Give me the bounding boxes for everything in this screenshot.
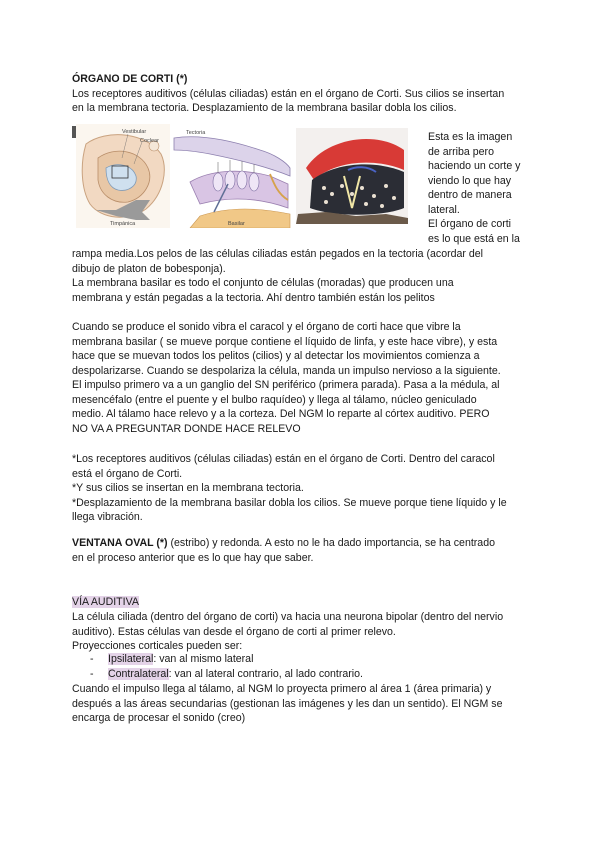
- paragraph-line: membrana y están pegadas a la tectoria. Ahí dentro también están los pelitos: [72, 291, 435, 304]
- list-term: Ipsilateral: [108, 653, 154, 665]
- via-line: La célula ciliada (dentro del órgano de corti) va hacia una neurona bipolar (dentro del nervio: [72, 611, 504, 623]
- summary-line: *Y sus cilios se insertan en la membrana tectoria.: [72, 482, 304, 494]
- paragraph-line: dibujo de platon de bobesponja).: [72, 262, 226, 275]
- list-text: : van al lateral contrario, al lado contrario.: [168, 667, 363, 680]
- fig2-label-tectoria: Tectoria: [186, 130, 206, 136]
- side-note-line: de arriba pero: [428, 145, 494, 158]
- side-note-line: Esta es la imagen: [428, 131, 513, 143]
- intro-line: Los receptores auditivos (células ciliadas) están en el órgano de Corti. Sus cilios se insertan: [72, 87, 505, 100]
- via-line: auditivo). Estas células van desde el órgano de corti al primer relevo.: [72, 625, 396, 638]
- section-heading: ÓRGANO DE CORTI (*): [72, 73, 188, 85]
- summary-line: está el órgano de Corti.: [72, 467, 183, 480]
- via-line: Cuando el impulso llega al tálamo, al NGM lo proyecta primero al área 1 (área primaria) y: [72, 683, 492, 695]
- list-text: : van al mismo lateral: [153, 653, 254, 665]
- via-line: encarga de procesar el sonido (creo): [72, 712, 246, 724]
- paragraph-line: NO VA A PREGUNTAR DONDE HACE RELEVO: [72, 422, 301, 435]
- paragraph-line: La membrana basilar es todo el conjunto de células (moradas) que producen una: [72, 277, 454, 289]
- paragraph-line: medio. Al tálamo hace relevo y a la corteza. Del NGM lo reparte al córtex auditivo. PERO: [72, 408, 490, 420]
- organ-of-corti-figure: [170, 124, 292, 228]
- fig1-label-coclear: Coclear: [140, 138, 159, 144]
- summary-line: llega vibración.: [72, 511, 143, 523]
- ventana-line: [72, 536, 530, 551]
- paragraph-line: Cuando se produce el sonido vibra el caracol y el órgano de corti hace que vibre la: [72, 321, 461, 333]
- paragraph-line: El impulso primero va a un ganglio del SN periférico (primera parada). Pasa a la médula, al: [72, 379, 500, 391]
- paragraph-line: hace que se muevan todos los pelitos (cilios) y al detectar los movimientos comienza a: [72, 350, 480, 362]
- summary-line: *Los receptores auditivos (células ciliadas) están en el órgano de Corti. Dentro del caracol: [72, 453, 495, 465]
- fig2-label-basilar: Basilar: [228, 221, 245, 227]
- paragraph-line: despolarizarse. Cuando se despolariza la célula, manda un impulso nervioso a la siguiente.: [72, 364, 501, 377]
- via-heading-text: VÍA AUDITIVA: [72, 596, 139, 608]
- side-note-line: es lo que está en la: [428, 232, 520, 245]
- side-note-line: haciendo un corte y: [428, 160, 521, 172]
- fig1-label-timpanica: Timpánica: [110, 221, 136, 227]
- ventana-line: en el proceso anterior que es lo que hay que saber.: [72, 551, 314, 564]
- side-note-line: El órgano de corti: [428, 218, 512, 230]
- figure-row: [72, 124, 428, 232]
- ventana-text: (estribo) y redonda. A esto no le ha dado importancia, se ha centrado: [167, 537, 495, 549]
- list-dash: -: [90, 667, 94, 680]
- list-term: Contralateral: [108, 667, 169, 680]
- side-note-line: viendo lo que hay: [428, 174, 512, 187]
- side-note-line: dentro de manera: [428, 189, 512, 201]
- ventana-heading: VENTANA OVAL (*): [72, 537, 168, 549]
- via-line: después a las áreas secundarias (gestionan las imágenes y les dan un sentido). El NGM se: [72, 697, 503, 710]
- via-line: Proyecciones corticales pueden ser:: [72, 640, 243, 652]
- lateral-section-figure: [296, 128, 408, 224]
- list-item: [90, 652, 253, 667]
- list-dash: -: [90, 653, 94, 665]
- list-item: [90, 667, 363, 682]
- side-note-line: lateral.: [428, 203, 460, 216]
- fig1-label-vestibular: Vestibular: [122, 129, 147, 135]
- summary-line: *Desplazamiento de la membrana basilar dobla los cilios. Se mueve porque tiene líquido y le: [72, 496, 507, 509]
- figure-side-note: [428, 130, 532, 246]
- paragraph-line: mesencéfalo (entre el puente y el bulbo raquídeo) y llega al tálamo, núcleo geniculado: [72, 393, 477, 406]
- cochlea-cross-section-figure: [76, 124, 170, 228]
- paragraph-line: rampa media.Los pelos de las células ciliadas están pegados en la tectoria (acordar del: [72, 248, 484, 260]
- intro-line: en la membrana tectoria. Desplazamiento de la membrana basilar dobla los cilios.: [72, 102, 457, 114]
- via-auditiva-heading: [72, 595, 139, 610]
- paragraph-line: membrana basilar ( se mueve porque contiene el líquido de linfa, y este hace vibre), y esta: [72, 335, 498, 348]
